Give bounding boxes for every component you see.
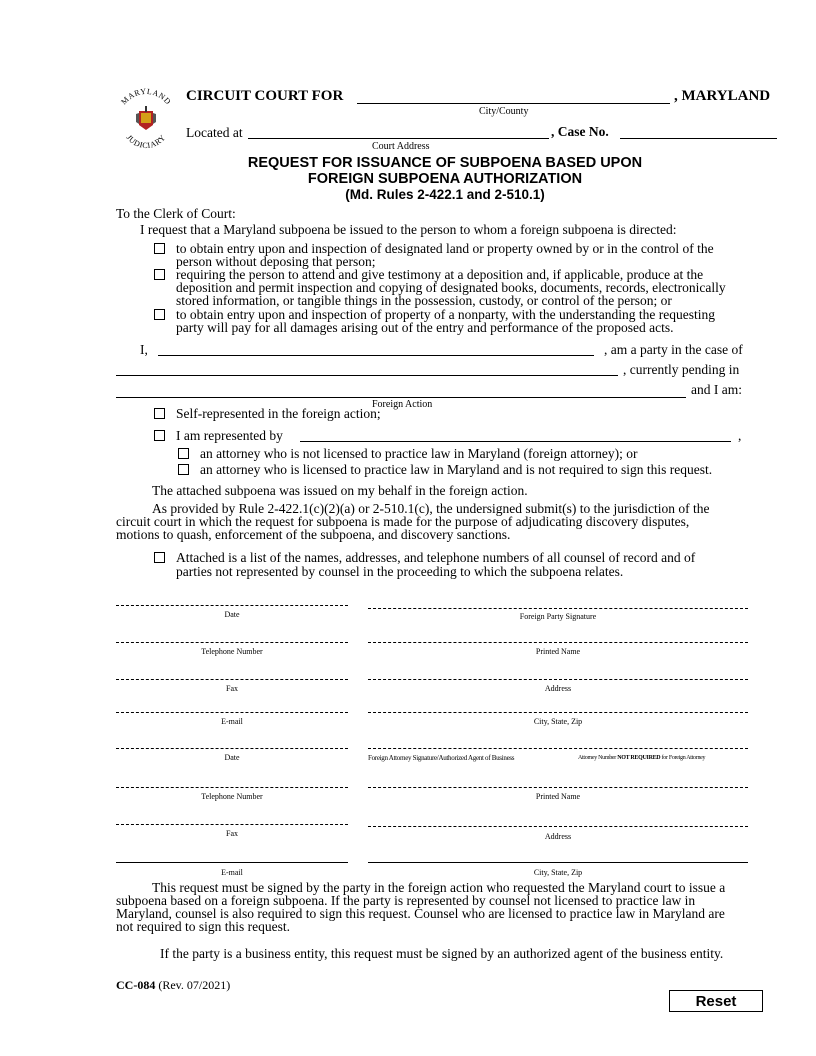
option-land-inspection-checkbox[interactable] bbox=[154, 243, 165, 254]
sig2-telephone-caption: Telephone Number bbox=[201, 792, 263, 801]
represented-by-comma: , bbox=[738, 428, 742, 443]
sig2-telephone-field[interactable] bbox=[116, 787, 348, 788]
sig2-fax-field[interactable] bbox=[116, 824, 348, 825]
form-title-line-1: REQUEST FOR ISSUANCE OF SUBPOENA BASED UPON bbox=[247, 155, 643, 171]
party-name-field[interactable] bbox=[158, 355, 594, 356]
foreign-attorney-signature-field[interactable] bbox=[368, 748, 748, 749]
option-nonparty-property-text: to obtain entry upon and inspection of property of a nonparty, with the understanding the requesting party will pay for all damages arising out of the entry and performance of the proposed acts. bbox=[176, 307, 715, 335]
sig1-telephone-caption: Telephone Number bbox=[201, 647, 263, 656]
foreign-attorney-signature-caption: Foreign Attorney Signature/Authorized Agent of Business bbox=[368, 754, 515, 762]
foreign-party-signature-caption: Foreign Party Signature bbox=[519, 612, 597, 621]
sig1-fax-caption: Fax bbox=[226, 684, 238, 693]
option-deposition-checkbox[interactable] bbox=[154, 269, 165, 280]
sig2-date-field[interactable] bbox=[116, 748, 348, 749]
foreign-action-caption: Foreign Action bbox=[372, 399, 433, 410]
attached-list-text: Attached is a list of the names, addresses, and telephone numbers of all counsel of record and of parties not represented by counsel in the proceeding to which the subpoena relates. bbox=[176, 550, 696, 579]
foreign-action-field[interactable] bbox=[116, 397, 686, 398]
sig2-date-caption: Date bbox=[224, 753, 240, 762]
represented-by-text: I am represented by bbox=[176, 428, 283, 443]
sig2-printed-name-field[interactable] bbox=[368, 787, 748, 788]
jurisdiction-paragraph: As provided by Rule 2-422.1(c)(2)(a) or 2-510.1(c), the undersigned submit(s) to the jurisdiction of the circuit court in which the request for subpoena is made for the purpose of adjudicating discovery disputes, motions to quash, enforcement of the subpoena, and discovery sanctions. bbox=[116, 501, 710, 542]
court-address-field[interactable] bbox=[248, 138, 549, 139]
sig2-city-state-zip-caption: City, State, Zip bbox=[533, 868, 583, 877]
sig2-fax-caption: Fax bbox=[226, 829, 238, 838]
business-entity-note: If the party is a business entity, this request must be signed by an authorized agent of the business entity. bbox=[160, 946, 724, 961]
to-clerk: To the Clerk of Court: bbox=[116, 206, 236, 221]
sig1-address-caption: Address bbox=[544, 684, 572, 693]
case-name-field[interactable] bbox=[116, 375, 618, 376]
sig1-date-field[interactable] bbox=[116, 605, 348, 606]
currently-pending-text: , currently pending in bbox=[623, 362, 740, 377]
represented-by-checkbox[interactable] bbox=[154, 430, 165, 441]
attorney-not-licensed-checkbox[interactable] bbox=[178, 448, 189, 459]
am-party-text: , am a party in the case of bbox=[604, 342, 743, 357]
svg-text:JUDICIARY: JUDICIARY bbox=[124, 132, 168, 151]
form-number: CC-084 (Rev. 07/2021) bbox=[116, 978, 231, 992]
form-title-line-2: FOREIGN SUBPOENA AUTHORIZATION bbox=[307, 171, 583, 187]
self-represented-text: Self-represented in the foreign action; bbox=[176, 406, 381, 421]
sig1-fax-field[interactable] bbox=[116, 679, 348, 680]
self-represented-checkbox[interactable] bbox=[154, 408, 165, 419]
attorney-licensed-checkbox[interactable] bbox=[178, 464, 189, 475]
attorney-not-licensed-text: an attorney who is not licensed to practice law in Maryland (foreign attorney); or bbox=[200, 446, 638, 461]
form-title-rules: (Md. Rules 2-422.1 and 2-510.1) bbox=[345, 187, 545, 202]
sig1-email-field[interactable] bbox=[116, 712, 348, 713]
sig1-printed-name-caption: Printed Name bbox=[535, 647, 581, 656]
sig1-telephone-field[interactable] bbox=[116, 642, 348, 643]
sig2-email-caption: E-mail bbox=[221, 868, 243, 877]
court-address-caption: Court Address bbox=[372, 141, 430, 152]
i-label: I, bbox=[140, 342, 148, 357]
svg-text:MARYLAND: MARYLAND bbox=[119, 86, 173, 107]
attached-list-checkbox[interactable] bbox=[154, 552, 165, 563]
reset-button[interactable]: Reset bbox=[669, 990, 763, 1012]
attorney-licensed-text: an attorney who is licensed to practice law in Maryland and is not required to sign this request. bbox=[200, 462, 713, 477]
sig1-email-caption: E-mail bbox=[221, 717, 243, 726]
maryland-label: , MARYLAND bbox=[674, 88, 771, 104]
sig2-printed-name-caption: Printed Name bbox=[535, 792, 581, 801]
circuit-court-label: CIRCUIT COURT FOR bbox=[186, 88, 344, 104]
city-county-field[interactable] bbox=[357, 103, 670, 104]
option-nonparty-property-checkbox[interactable] bbox=[154, 309, 165, 320]
option-land-inspection-text: to obtain entry upon and inspection of designated land or property owned by or in the control of the person without deposing that person; bbox=[176, 241, 714, 269]
foreign-party-signature-field[interactable] bbox=[368, 608, 748, 609]
case-no-field[interactable] bbox=[620, 138, 777, 139]
sig1-printed-name-field[interactable] bbox=[368, 642, 748, 643]
case-no-label: , Case No. bbox=[551, 124, 609, 139]
sig1-city-state-zip-caption: City, State, Zip bbox=[533, 717, 583, 726]
representative-name-field[interactable] bbox=[300, 441, 731, 442]
sig2-email-field[interactable] bbox=[116, 862, 348, 863]
sig1-address-field[interactable] bbox=[368, 679, 748, 680]
option-deposition-text: requiring the person to attend and give testimony at a deposition and, if applicable, produce at the deposition and permit inspection and copying of designated books, documents, records, electronically stored information, or tangible things in the possession, custody, or control of the person; or bbox=[176, 267, 726, 308]
sig2-city-state-zip-field[interactable] bbox=[368, 862, 748, 863]
sig2-address-caption: Address bbox=[544, 832, 572, 841]
sig1-city-state-zip-field[interactable] bbox=[368, 712, 748, 713]
signature-requirement-note: This request must be signed by the party in the foreign action who requested the Maryland court to issue a subpoena based on a foreign subpoena. If the party is represented by counsel not licensed to practice law in Maryland, counsel is also required to sign this request. Counsel who are licensed to practice law in Maryland are not required to sign this request. bbox=[116, 880, 726, 934]
sig2-address-field[interactable] bbox=[368, 826, 748, 827]
sig1-date-caption: Date bbox=[224, 610, 240, 619]
maryland-judiciary-seal bbox=[112, 84, 180, 152]
request-intro: I request that a Maryland subpoena be issued to the person to whom a foreign subpoena is directed: bbox=[140, 222, 677, 237]
attached-subpoena-text: The attached subpoena was issued on my behalf in the foreign action. bbox=[152, 483, 528, 498]
and-i-am-text: and I am: bbox=[691, 382, 742, 397]
attorney-number-caption: Attorney Number NOT REQUIRED for Foreign Attorney bbox=[578, 755, 706, 761]
city-county-caption: City/County bbox=[479, 106, 529, 117]
located-at-label: Located at bbox=[186, 125, 243, 140]
